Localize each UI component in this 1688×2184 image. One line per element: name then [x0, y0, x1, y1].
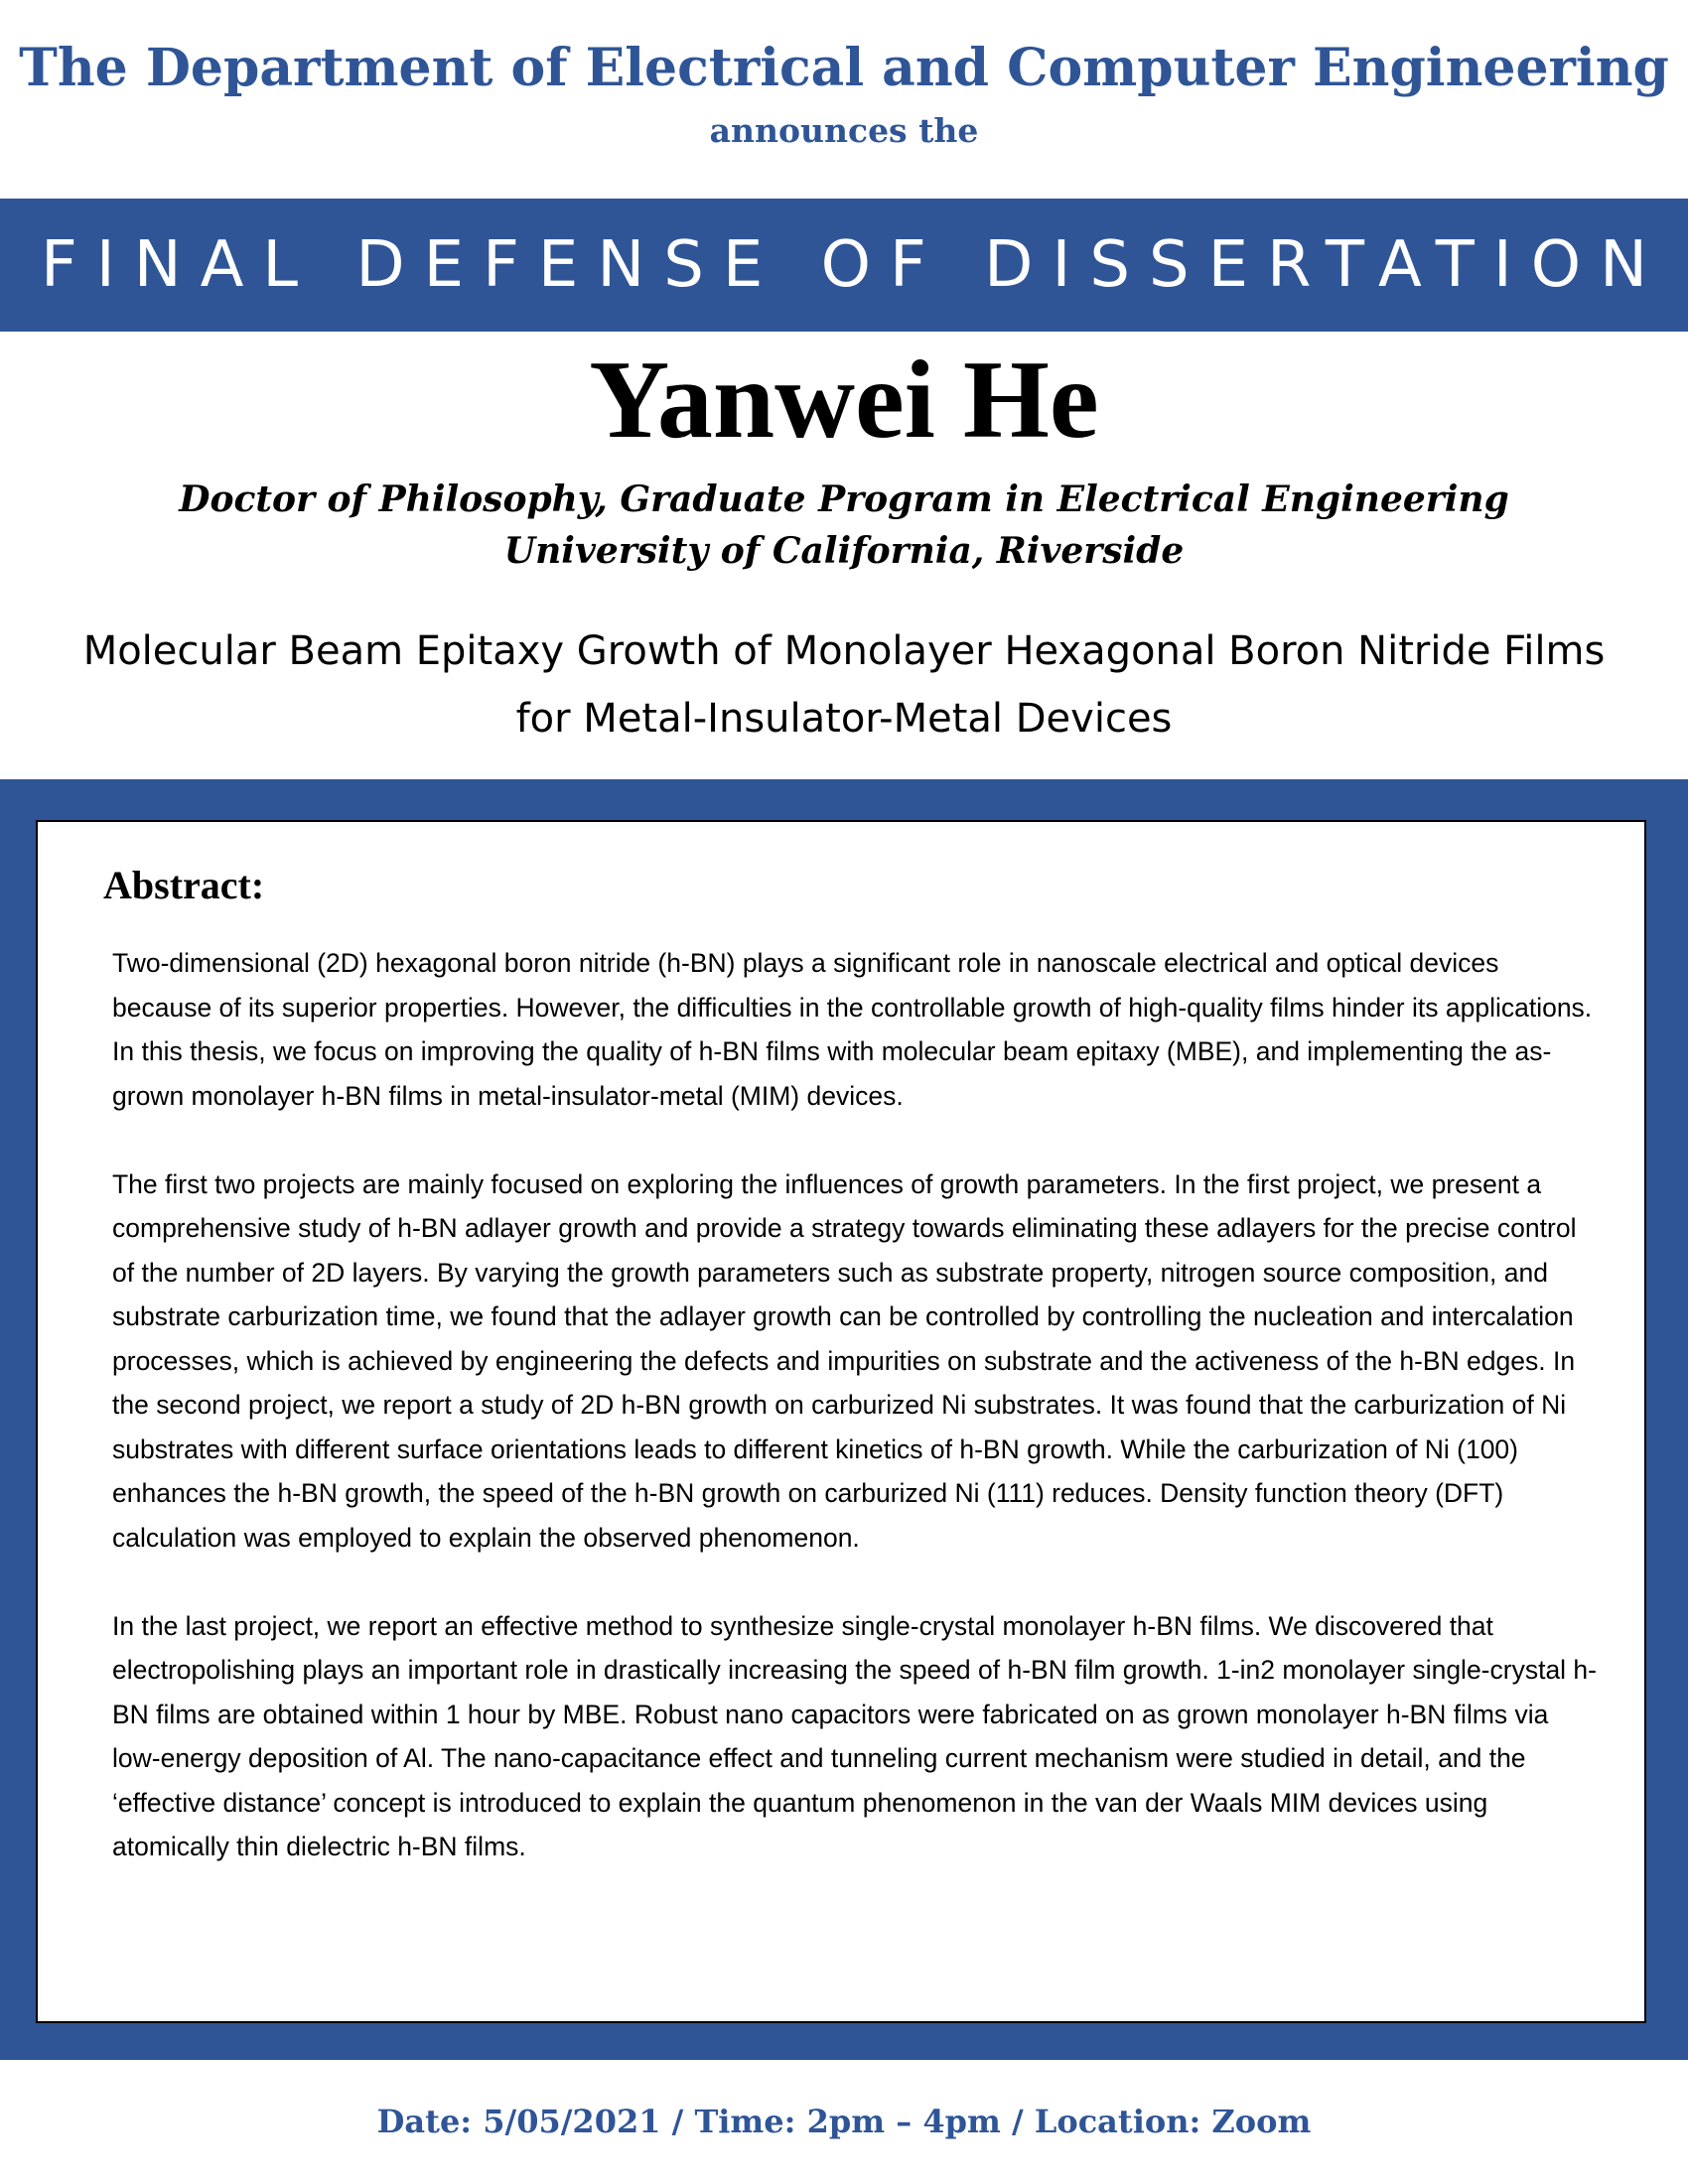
degree-program: Doctor of Philosophy, Graduate Program in Electrical Engineering	[179, 478, 1509, 520]
dissertation-title-line-2: for Metal-Insulator-Metal Devices	[515, 696, 1173, 742]
abstract-heading: Abstract:	[103, 863, 265, 907]
defense-banner	[0, 199, 1688, 332]
candidate-name: Yanwei He	[589, 339, 1099, 462]
abstract-paragraph-2: The first two projects are mainly focused on exploring the influences of growth parameters. In the first project, we present a comprehensive study of h-BN adlayer growth and provide a strategy towards eliminating these adlayers for the precise control of the number of 2D layers. By varying the growth parameters such as substrate property, nitrogen source composition, and substrate carburization time, we found that the adlayer growth can be controlled by controlling the nucleation and intercalation processes, which is achieved by engineering the defects and impurities on substrate and the activeness of the h-BN edges. In the second project, we report a study of 2D h-BN growth on carburized Ni substrates. It was found that the carburization of Ni substrates with different surface orientations leads to different kinetics of h-BN growth. While the carburization of Ni (100) enhances the h-BN growth, the speed of the h-BN growth on carburized Ni (111) reduces. Density function theory (DFT) calculation was employed to explain the observed phenomenon.	[112, 1168, 1577, 1553]
event-details: Date: 5/05/2021 / Time: 2pm – 4pm / Location: Zoom	[376, 2103, 1312, 2140]
abstract-box	[36, 820, 1646, 2023]
dissertation-title	[50, 617, 1638, 752]
university-name: University of California, Riverside	[503, 530, 1185, 572]
announces-subtitle: announces the	[709, 111, 979, 150]
dissertation-title-line-1: Molecular Beam Epitaxy Growth of Monolayer Hexagonal Boron Nitride Films	[82, 628, 1606, 674]
abstract-paragraph-1: Two-dimensional (2D) hexagonal boron nitride (h-BN) plays a significant role in nanoscale electrical and optical devices because of its superior properties. However, the difficulties in the controllable growth of high-quality films hinder its applications. In this thesis, we focus on improving the quality of h-BN films with molecular beam epitaxy (MBE), and implementing the as-grown monolayer h-BN films in metal-insulator-metal (MIM) devices.	[112, 948, 1593, 1111]
abstract-paragraph-3: In the last project, we report an effective method to synthesize single-crystal monolayer h-BN films. We discovered that electropolishing plays an important role in drastically increasing the speed of h-BN film growth. 1-in2 monolayer single-crystal h-BN films are obtained within 1 hour by MBE. Robust nano capacitors were fabricated on as grown monolayer h-BN films via low-energy deposition of Al. The nano-capacitance effect and tunneling current mechanism were studied in detail, and the ‘effective distance’ concept is introduced to explain the quantum phenomenon in the van der Waals MIM devices using atomically thin dielectric h-BN films.	[112, 1610, 1597, 1861]
abstract-body	[112, 941, 1602, 1913]
banner-title: FINAL DEFENSE OF DISSERTATION	[41, 228, 1666, 302]
department-title: The Department of Electrical and Computer Engineering	[19, 38, 1669, 98]
